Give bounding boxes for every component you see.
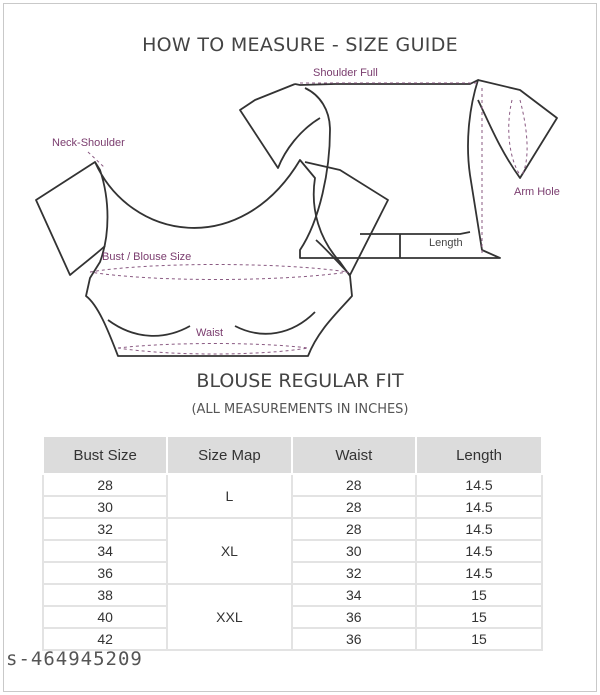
label-arm-hole: Arm Hole [514,186,560,198]
cell-bust: 30 [43,496,167,518]
label-length: Length [429,237,463,249]
table-header-row [43,436,542,474]
size-table [42,435,543,651]
cell-length: 14.5 [416,474,542,496]
arm-hole-line-2 [520,100,527,175]
table-row [43,606,542,628]
cell-size-map: L [167,474,291,518]
back-left-sleeve [240,84,320,168]
table-row [43,584,542,606]
cell-bust: 36 [43,562,167,584]
guide-title: HOW TO MEASURE - SIZE GUIDE [142,34,458,56]
cell-bust: 28 [43,474,167,496]
front-bust-curve-left [108,320,190,336]
table-subtitle: (ALL MEASUREMENTS IN INCHES) [191,402,409,417]
cell-waist: 32 [292,562,417,584]
cell-bust: 38 [43,584,167,606]
cell-waist: 30 [292,540,417,562]
back-hem-line [360,232,470,234]
cell-size-map: XL [167,518,291,584]
cell-bust: 40 [43,606,167,628]
header-waist: Waist [292,436,417,474]
label-shoulder-full: Shoulder Full [313,67,378,79]
cell-length: 15 [416,606,542,628]
watermark-id: s-464945209 [6,648,143,670]
front-bust-curve-right [235,312,315,334]
cell-waist: 28 [292,496,417,518]
cell-length: 14.5 [416,518,542,540]
cell-waist: 34 [292,584,417,606]
header-size-map: Size Map [167,436,291,474]
table-title: BLOUSE REGULAR FIT [196,370,404,392]
label-neck-shoulder: Neck-Shoulder [52,137,125,149]
bust-line [90,265,348,280]
blouse-measure-diagram [0,60,600,360]
cell-bust: 34 [43,540,167,562]
cell-length: 15 [416,584,542,606]
table-row [43,628,542,650]
back-right-sleeve [478,80,557,178]
cell-waist: 36 [292,606,417,628]
cell-length: 15 [416,628,542,650]
table-row [43,518,542,540]
header-bust-size: Bust Size [43,436,167,474]
cell-length: 14.5 [416,540,542,562]
cell-size-map: XXL [167,584,291,650]
front-left-sleeve [36,162,105,275]
table-row [43,540,542,562]
label-waist: Waist [196,327,224,339]
table-row [43,474,542,496]
label-bust: Bust / Blouse Size [102,251,192,263]
cell-bust: 42 [43,628,167,650]
cell-length: 14.5 [416,562,542,584]
cell-bust: 32 [43,518,167,540]
table-row [43,496,542,518]
cell-waist: 28 [292,518,417,540]
table-row [43,562,542,584]
cell-waist: 36 [292,628,417,650]
cell-length: 14.5 [416,496,542,518]
cell-waist: 28 [292,474,417,496]
header-length: Length [416,436,542,474]
waist-line [118,344,308,355]
